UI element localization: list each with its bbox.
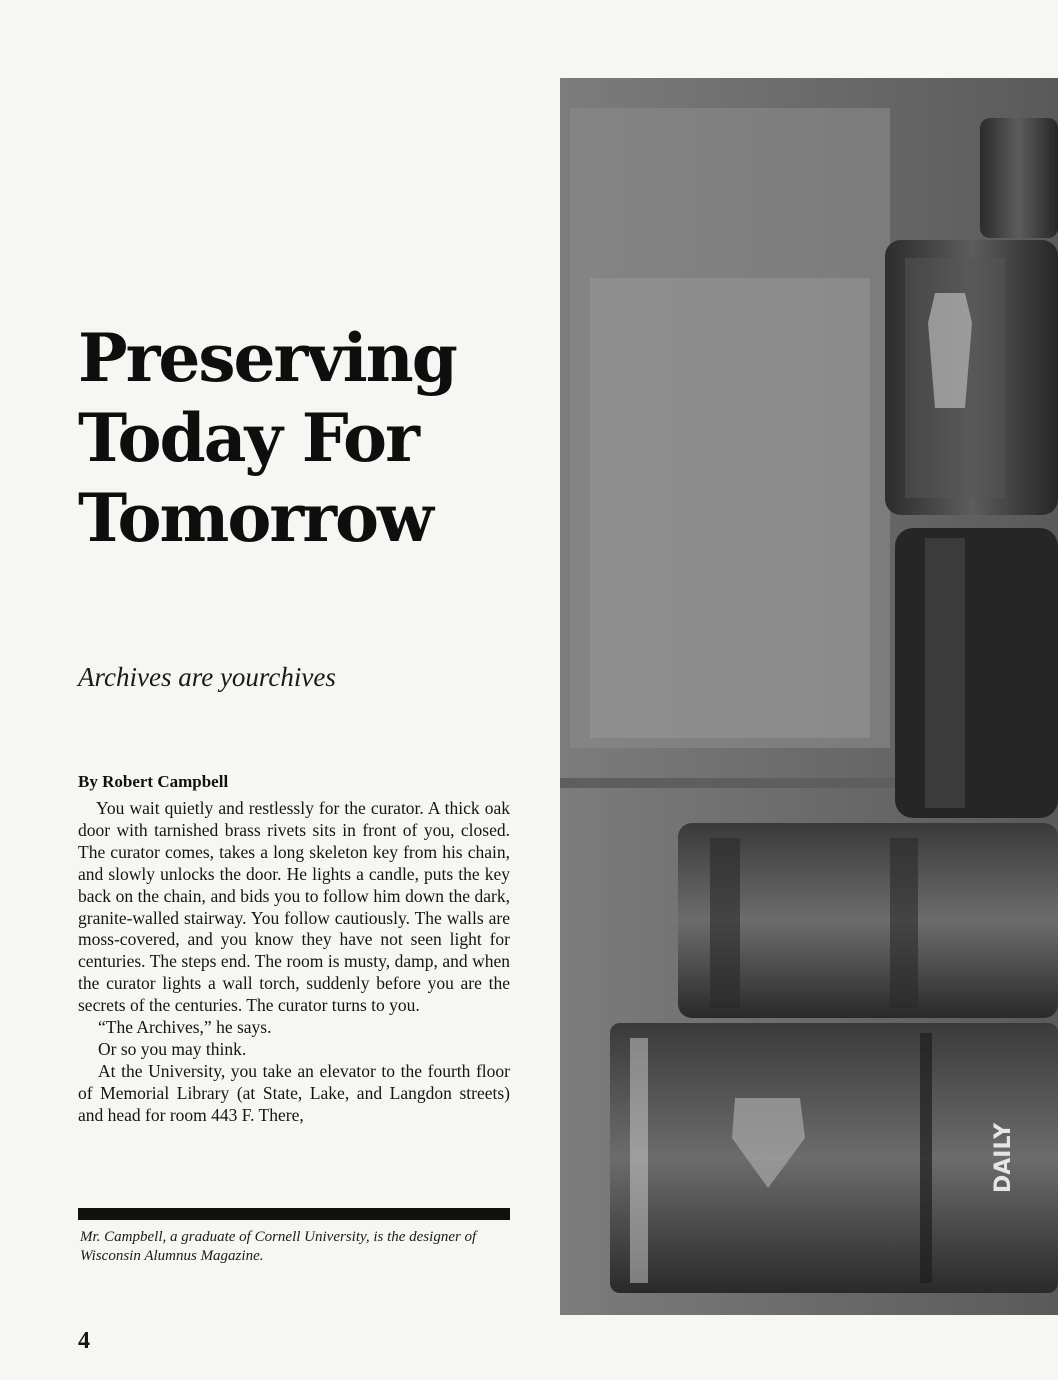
crest-icon [928, 293, 972, 408]
article-body [78, 798, 510, 1127]
page-number: 4 [78, 1328, 90, 1354]
archive-books-photo [560, 78, 1058, 1315]
byline: By Robert Campbell [78, 772, 229, 791]
body-paragraph: Or so you may think. [98, 1038, 247, 1059]
body-paragraph: At the University, you take an elevator to the fourth floor of Memorial Library (at State, Lake, and Langdon streets) and head for room 443 F. There, [78, 1060, 510, 1125]
body-paragraph: “The Archives,” he says. [98, 1017, 272, 1038]
title-line: Tomorrow [78, 479, 432, 557]
article-title [78, 318, 518, 558]
divider-rule [78, 1208, 510, 1220]
book-spine [895, 528, 1058, 818]
books-illustration [560, 78, 1058, 1315]
book-spine [980, 118, 1058, 238]
title-line: Preserving [78, 319, 456, 397]
body-paragraph: You wait quietly and restlessly for the curator. A thick oak door with tarnished brass rivets sits in front of you, closed. The curator comes, takes a long skeleton key from his chain, and slowly unlocks the door. He lights a candle, puts the key back on the chain, and bids you to follow him down the dark, granite-walled stairway. You follow cautiously. The walls are moss-covered, and you know they have not seen light for centuries. The steps end. The room is musty, damp, and when the curator lights a wall torch, suddenly before you are the secrets of the centuries. The curator turns to you. [78, 798, 510, 1016]
title-line: Today For [78, 399, 418, 477]
article-subtitle: Archives are yourchives [78, 662, 336, 692]
author-note: Mr. Campbell, a graduate of Cornell University, is the designer of Wisconsin Alumnus Magazine. [80, 1229, 477, 1264]
spine-label: DAILY [991, 1123, 1016, 1193]
